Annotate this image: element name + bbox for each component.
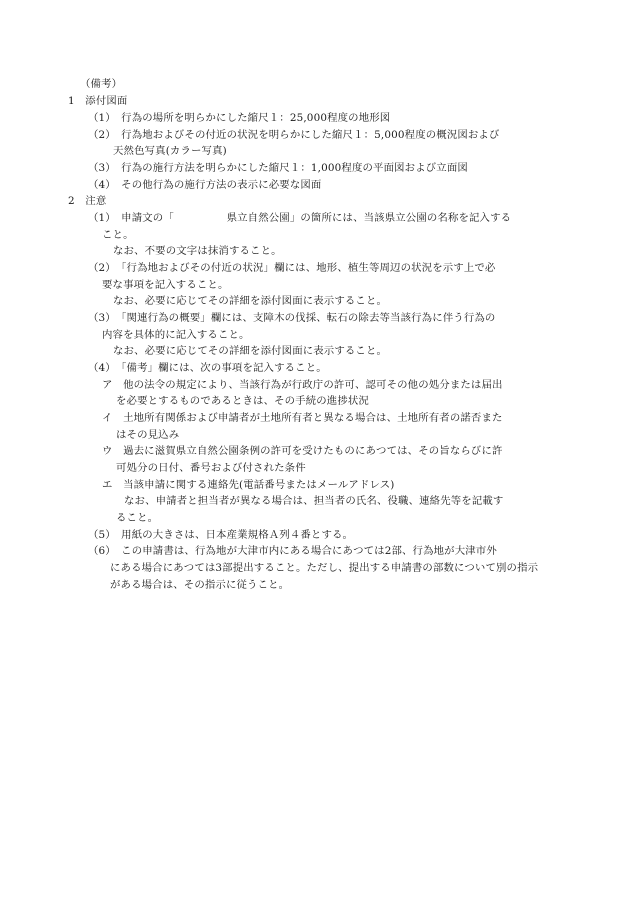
- note-4-item-u-cont: 可処分の日付、番号および付された条件: [116, 462, 306, 474]
- attachment-item-2-cont: 天然色写真(カラー写真): [113, 145, 227, 157]
- note-6-first-line: （6） この申請書は、行為地が大津市内にある場合にあつては2部、行為地が大津市外: [88, 545, 497, 557]
- note-2-line3: なお、必要に応じてその詳細を添付図面に表示すること。: [113, 295, 388, 307]
- note-3-line2: 内容を具体的に記入すること。: [102, 329, 250, 341]
- attachment-item-2: （2） 行為地およびその付近の状況を明らかにした縮尺１：5,000程度の概況図および: [88, 129, 500, 141]
- note-4-item-i: イ 土地所有関係および申請者が土地所有者と異なる場合は、土地所有者の諾否また: [102, 412, 503, 424]
- note-2-line2: 要な事項を記入すること。: [102, 279, 229, 291]
- note-4-item-e-cont: なお、申請者と担当者が異なる場合は、担当者の氏名、役職、連絡先等を記載す: [124, 495, 504, 507]
- note-1-line3: なお、不要の文字は抹消すること。: [113, 245, 282, 257]
- note-4-item-e: エ 当該申請に関する連絡先(電話番号またはメールアドレス): [102, 479, 395, 491]
- attachment-item-4: （4） その他行為の施行方法の表示に必要な図面: [88, 179, 322, 191]
- note-6-continuation: にある場合にあつては3部提出すること。ただし、提出する申請書の部数について別の指示がある場合は、その指示に従うこと。: [110, 562, 539, 591]
- attachment-item-1: （1） 行為の場所を明らかにした縮尺１：25,000程度の地形図: [88, 112, 391, 124]
- note-4-item-u: ウ 過去に滋賀県立自然公園条例の許可を受けたものにあつては、その旨ならびに許: [102, 445, 503, 457]
- note-4-line1: （4） 「備考」欄には、次の事項を記入すること。: [88, 362, 327, 374]
- note-4-item-i-cont: はその見込み: [116, 429, 180, 441]
- attachment-item-3: （3） 行為の施行方法を明らかにした縮尺１：1,000程度の平面図および立面図: [88, 162, 468, 174]
- note-1-line1: （1） 申請文の「 県立自然公園」の箇所には、当該県立公園の名称を記入する: [88, 212, 512, 224]
- note-3-line3: なお、必要に応じてその詳細を添付図面に表示すること。: [113, 345, 388, 357]
- remarks-heading: （備考）: [80, 78, 123, 90]
- note-4-item-a: ア 他の法令の規定により、当該行為が行政庁の許可、認可その他の処分または届出: [102, 379, 503, 391]
- note-4-item-a-cont: を必要とするものであるときは、その手続の進捗状況: [116, 395, 369, 407]
- note-4-item-e-end: ること。: [116, 512, 159, 524]
- section2-title: 2 注意: [68, 195, 107, 207]
- note-5: （5） 用紙の大きさは、日本産業規格Ａ列４番とする。: [88, 529, 354, 541]
- note-6: [88, 543, 548, 594]
- section1-title: 1 添付図面: [68, 95, 128, 107]
- note-1-line2: こと。: [102, 229, 134, 241]
- note-2-line1: （2） 「行為地およびその付近の状況」欄には、地形、植生等周辺の状況を示す上で必: [88, 262, 496, 274]
- note-3-line1: （3） 「関連行為の概要」欄には、支障木の伐採、転石の除去等当該行為に伴う行為の: [88, 312, 496, 324]
